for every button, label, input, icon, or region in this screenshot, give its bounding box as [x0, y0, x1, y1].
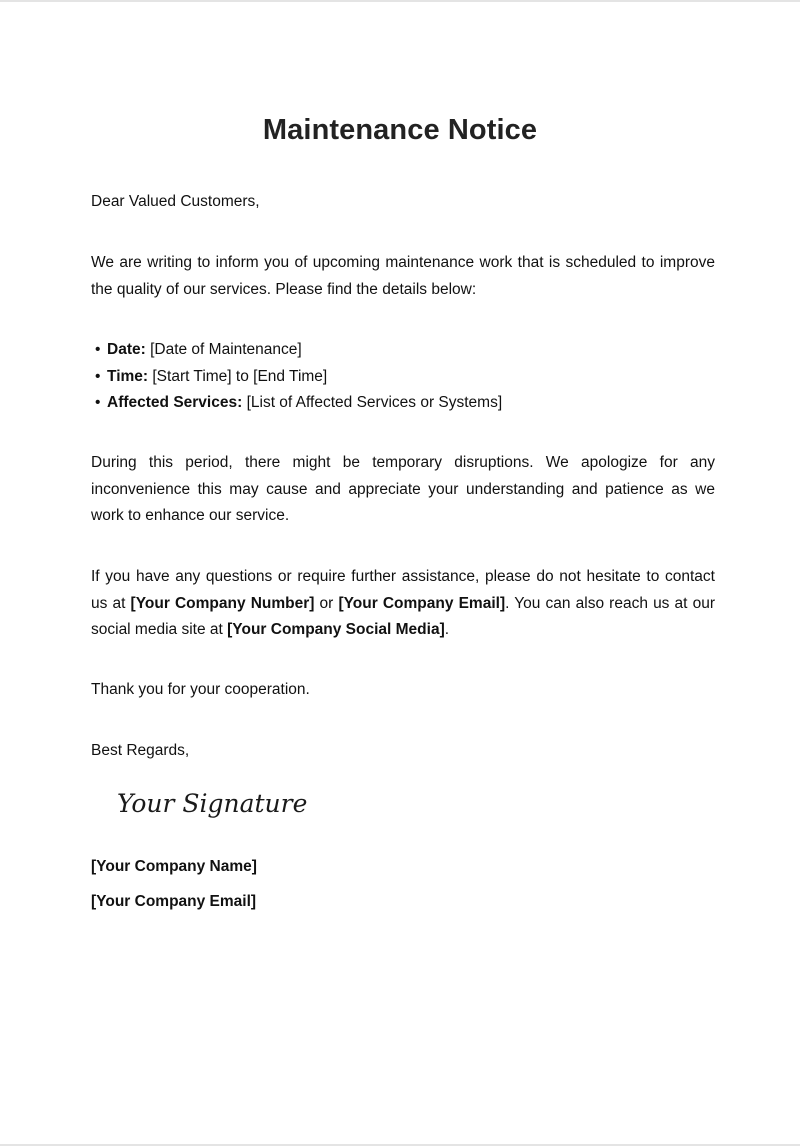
bullet-icon: •: [95, 367, 101, 385]
bullet-icon: •: [95, 394, 101, 411]
company-email-placeholder: [Your Company Email]: [338, 594, 506, 612]
intro-paragraph: We are writing to inform you of upcoming maintenance work that is scheduled to improve the quality of our services. Please find the details below:: [91, 254, 715, 298]
detail-value-time: [Start Time] to [End Time]: [148, 367, 328, 385]
company-email: [Your Company Email]: [91, 893, 257, 910]
contact-text-2: or: [314, 594, 339, 612]
thanks-line: Thank you for your cooperation.: [91, 681, 310, 698]
contact-text-1: If you have any questions or require further assistance, please do not hesitate to contact us at: [91, 568, 715, 612]
list-item: [91, 390, 715, 417]
contact-text-4: .: [444, 621, 450, 638]
detail-label-affected-services: Affected Services:: [107, 394, 243, 411]
page-title: Maintenance Notice: [262, 114, 538, 146]
disruption-paragraph: During this period, there might be temporary disruptions. We apologize for any inconvenience this may cause and appreciate your understanding and patience as we work to enhance our service.: [91, 454, 715, 524]
list-item: [91, 364, 715, 391]
company-name: [Your Company Name]: [91, 858, 257, 875]
greeting: Dear Valued Customers,: [91, 193, 260, 210]
signature-text: Your Signature: [117, 789, 308, 818]
detail-value-affected-services: [List of Affected Services or Systems]: [242, 394, 503, 411]
closing-line: Best Regards,: [91, 742, 190, 759]
social-media-placeholder: [Your Company Social Media]: [227, 621, 445, 638]
detail-label-date: Date:: [107, 341, 146, 358]
company-number-placeholder: [Your Company Number]: [130, 594, 315, 612]
contact-text-3: . You can also reach us at our social media site at: [91, 594, 715, 638]
detail-value-date: [Date of Maintenance]: [145, 341, 302, 358]
detail-label-time: Time:: [107, 367, 149, 385]
bullet-icon: •: [95, 341, 101, 358]
signature-image: [115, 782, 315, 830]
list-item: [91, 337, 715, 364]
maintenance-details-list: [91, 337, 715, 417]
contact-paragraph: [91, 564, 715, 644]
